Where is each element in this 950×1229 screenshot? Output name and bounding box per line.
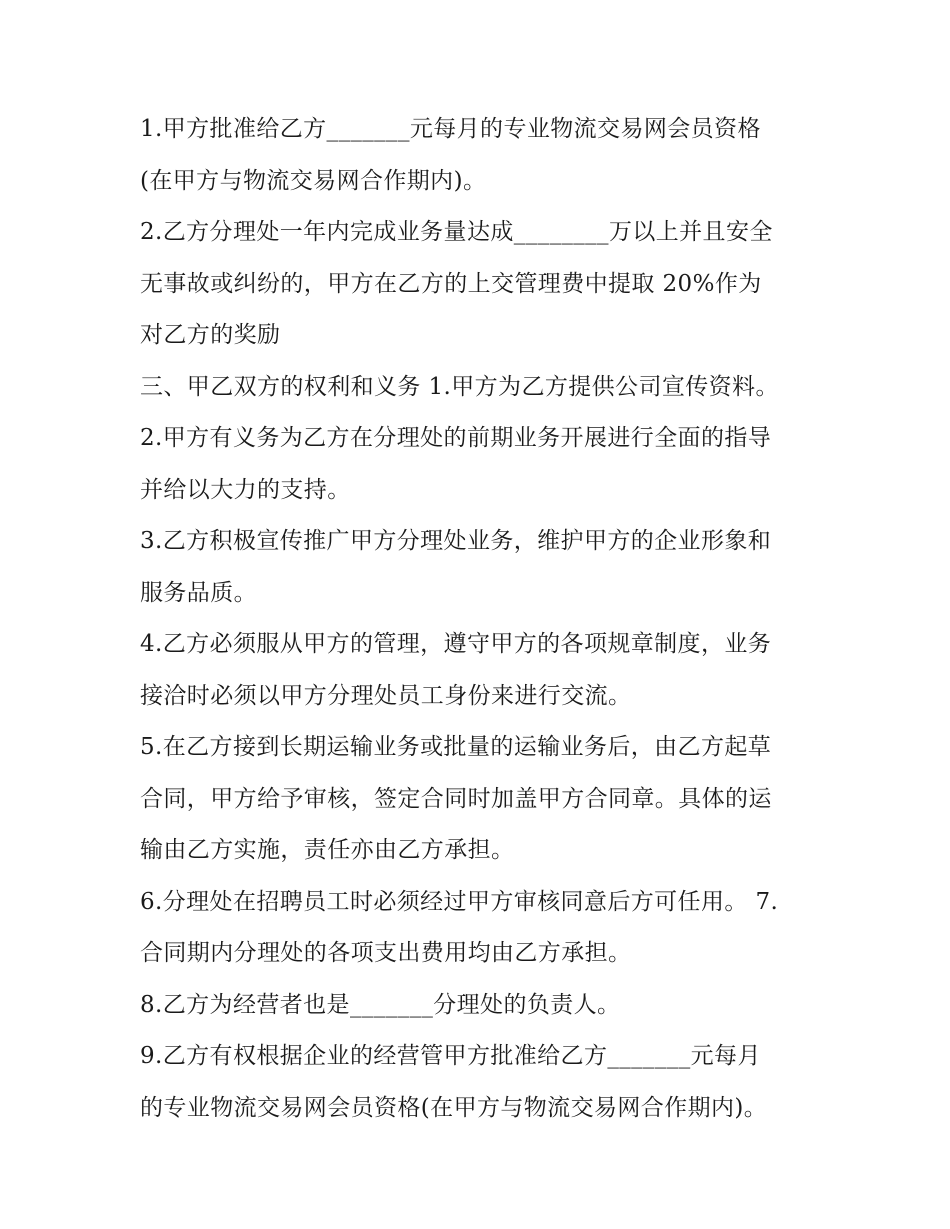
text-line: 合同，甲方给予审核，签定合同时加盖甲方合同章。具体的运 [140,785,772,812]
text-line: 2.甲方有义务为乙方在分理处的前期业务开展进行全面的指导 [140,425,772,451]
text-line: 对乙方的奖励 [140,322,281,348]
text-line: 4.乙方必须服从甲方的管理，遵守甲方的各项规章制度，业务 [140,631,772,657]
text-line: 8.乙方为经营者也是_______分理处的负责人。 [140,991,621,1018]
text-line: 服务品质。 [140,579,257,606]
text-line: 合同期内分理处的各项支出费用均由乙方承担。 [140,940,632,966]
text-line: 的专业物流交易网会员资格(在甲方与物流交易网合作期内)。 [140,1094,768,1121]
text-line: 2.乙方分理处一年内完成业务量达成________万以上并且安全 [140,219,773,245]
document-body [140,104,830,1134]
text-line: 6.分理处在招聘员工时必须经过甲方审核同意后方可任用。 7. [140,888,779,915]
text-line: 输由乙方实施，责任亦由乙方承担。 [140,837,515,863]
text-line: 5.在乙方接到长期运输业务或批量的运输业务后，由乙方起草 [140,734,772,760]
section-heading-line: 三、甲乙双方的权利和义务 1.甲方为乙方提供公司宣传资料。 [140,373,779,400]
text-line: 接洽时必须以甲方分理处员工身份来进行交流。 [140,682,632,709]
text-line: 并给以大力的支持。 [140,476,351,503]
text-line: 9.乙方有权根据企业的经营管甲方批准给乙方_______元每月 [140,1043,761,1069]
text-line: (在甲方与物流交易网合作期内)。 [140,167,487,194]
text-line: 1.甲方批准给乙方_______元每月的专业物流交易网会员资格 [140,116,761,142]
text-line: 3.乙方积极宣传推广甲方分理处业务，维护甲方的企业形象和 [140,528,772,554]
text-line: 无事故或纠纷的，甲方在乙方的上交管理费中提取 20%作为 [140,270,762,297]
